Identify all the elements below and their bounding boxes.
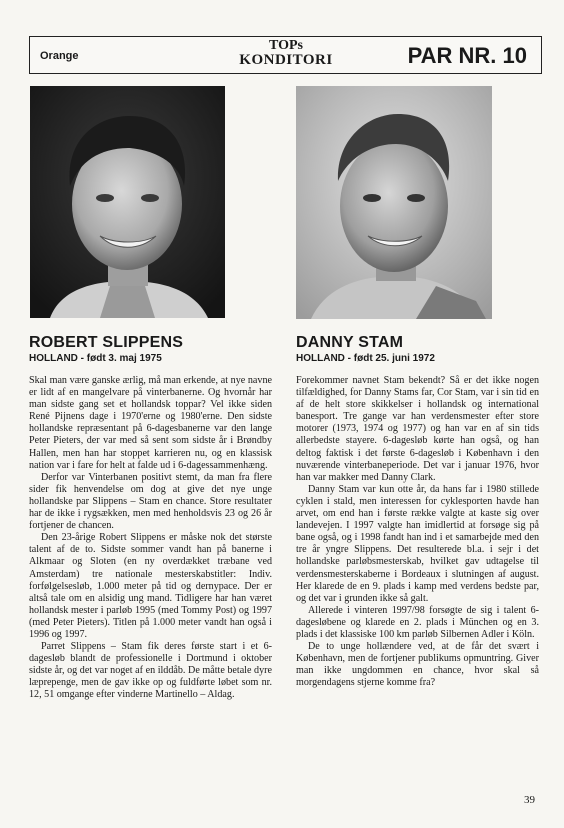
paragraph: Danny Stam var kun otte år, da hans far i 1980 stillede cyklen i stald, men interessen for cyklesporten havde han arvet, om end han i første række valgte at kaste sig over landevejen. I 1997 valgte han imidlertid at forsøge sig på bane også, og i 1998 fandt han ind i et samarbejde med den tre år yngre Slippens. Det resulterede bl.a. i sejr i det hollandske parløbsmesterskab, hvilket gav udtagelse til verdensmesterskaberne i Bordeaux i slutningen af august. Her klarede de en 9. plads i kamp med verdens bedste par, og det var i grunden ikke så galt. — [296, 483, 539, 604]
page-number: 39 — [524, 794, 535, 806]
header-left-label: Orange — [40, 50, 79, 62]
brand-logo — [226, 38, 346, 68]
photo-danny-stam — [296, 86, 492, 319]
article-column-slippens — [29, 375, 272, 702]
paragraph: Skal man være ganske ærlig, må man erkende, at nye navne er lidt af en mangelvare på vinterbanerne. Og hvornår har man sidste gang set et hollandsk toppar? Vel ikke siden René Pijnens dage i 1970'erne og 1980'erne. Den sidste hollandske repræsentant på 6-dagesbanerne var den lange Peter Pieters, der var med så sent som sidste år i Brøndby Hallen, men han har stoppet karrieren nu, og en klassisk nation var i fare for helt at falde ud i 6-dagessammenhæng. — [29, 375, 272, 471]
paragraph: Derfor var Vinterbanen positivt stemt, da man fra flere sider fik henvendelse om dog at give det nye unge hollandske par Slippens – Stam en chance. Store resultater har de ikke i rygsækken, men med henholdsvis 23 og 26 år fortjener de chancen. — [29, 471, 272, 532]
pair-number: PAR NR. 10 — [407, 43, 527, 68]
paragraph: Den 23-årige Robert Slippens er måske nok det største talent af de to. Sidste sommer vandt han på banerne i Alkmaar og Sloten (en ny overdækket træbane ved Amsterdam) tre nationale mesterskabstitler: Indiv. forfølgelsesløb, 1.000 meter på tid og dernypace. Der er altså tale om en alsidig ung mand. Tidligere har han været hollandsk mester i parløb 1995 (med Tommy Post) og 1997 (med Peter Pieters). Titlen på 1.000 meter vandt han også i 1996 og 1997. — [29, 532, 272, 640]
page-header — [29, 36, 542, 74]
paragraph: De to unge hollændere ved, at de får det svært i København, men de fortjener publikums opmuntring. Giver man ikke ungdommen en chance, hvor skal så morgendagens stjerne komme fra? — [296, 641, 539, 689]
brand-line-1: TOPs — [269, 38, 303, 53]
brand-line-2: KONDITORI — [239, 52, 333, 68]
paragraph: Parret Slippens – Stam fik deres første start i et 6-dagesløb blandt de professionelle i Dortmund i oktober sidste år, og det var noget af en ilddåb. De måtte betale dyre læprepenge, men de gav ikke op og fuldførte løbet som nr. 12, 51 omgange efter vinderne Martinello – Aldag. — [29, 641, 272, 701]
rider-subtitle-slippens: HOLLAND - født 3. maj 1975 — [29, 353, 162, 364]
paragraph: Allerede i vinteren 1997/98 forsøgte de sig i talent 6-dagesløbene og klarede en 2. plads i München og en 3. plads i det klassiske 100 km parløb Silbernen Adler i Köln. — [296, 604, 539, 640]
rider-name-stam: DANNY STAM — [296, 334, 404, 351]
rider-subtitle-stam: HOLLAND - født 25. juni 1972 — [296, 353, 435, 364]
paragraph: Forekommer navnet Stam bekendt? Så er det ikke nogen tilfældighed, for Danny Stams far, Cor Stam, var i sin tid en af de helt store skikkelser i hollandsk og international banesport. Tre gange var han verdensmester efter store motorer (1973, 1974 og 1977) og han var en af sin tids allerbedste stayere. 6-dagesløb kørte han også, og han deltog faktisk i det første 6-dagesløb i København i den nuværende vinterbaneperiode. Det var i januar 1976, hvor han var makker med Danny Clark. — [296, 375, 539, 483]
rider-name-slippens: ROBERT SLIPPENS — [29, 334, 184, 351]
article-column-stam — [296, 375, 539, 689]
photo-robert-slippens — [30, 86, 225, 318]
